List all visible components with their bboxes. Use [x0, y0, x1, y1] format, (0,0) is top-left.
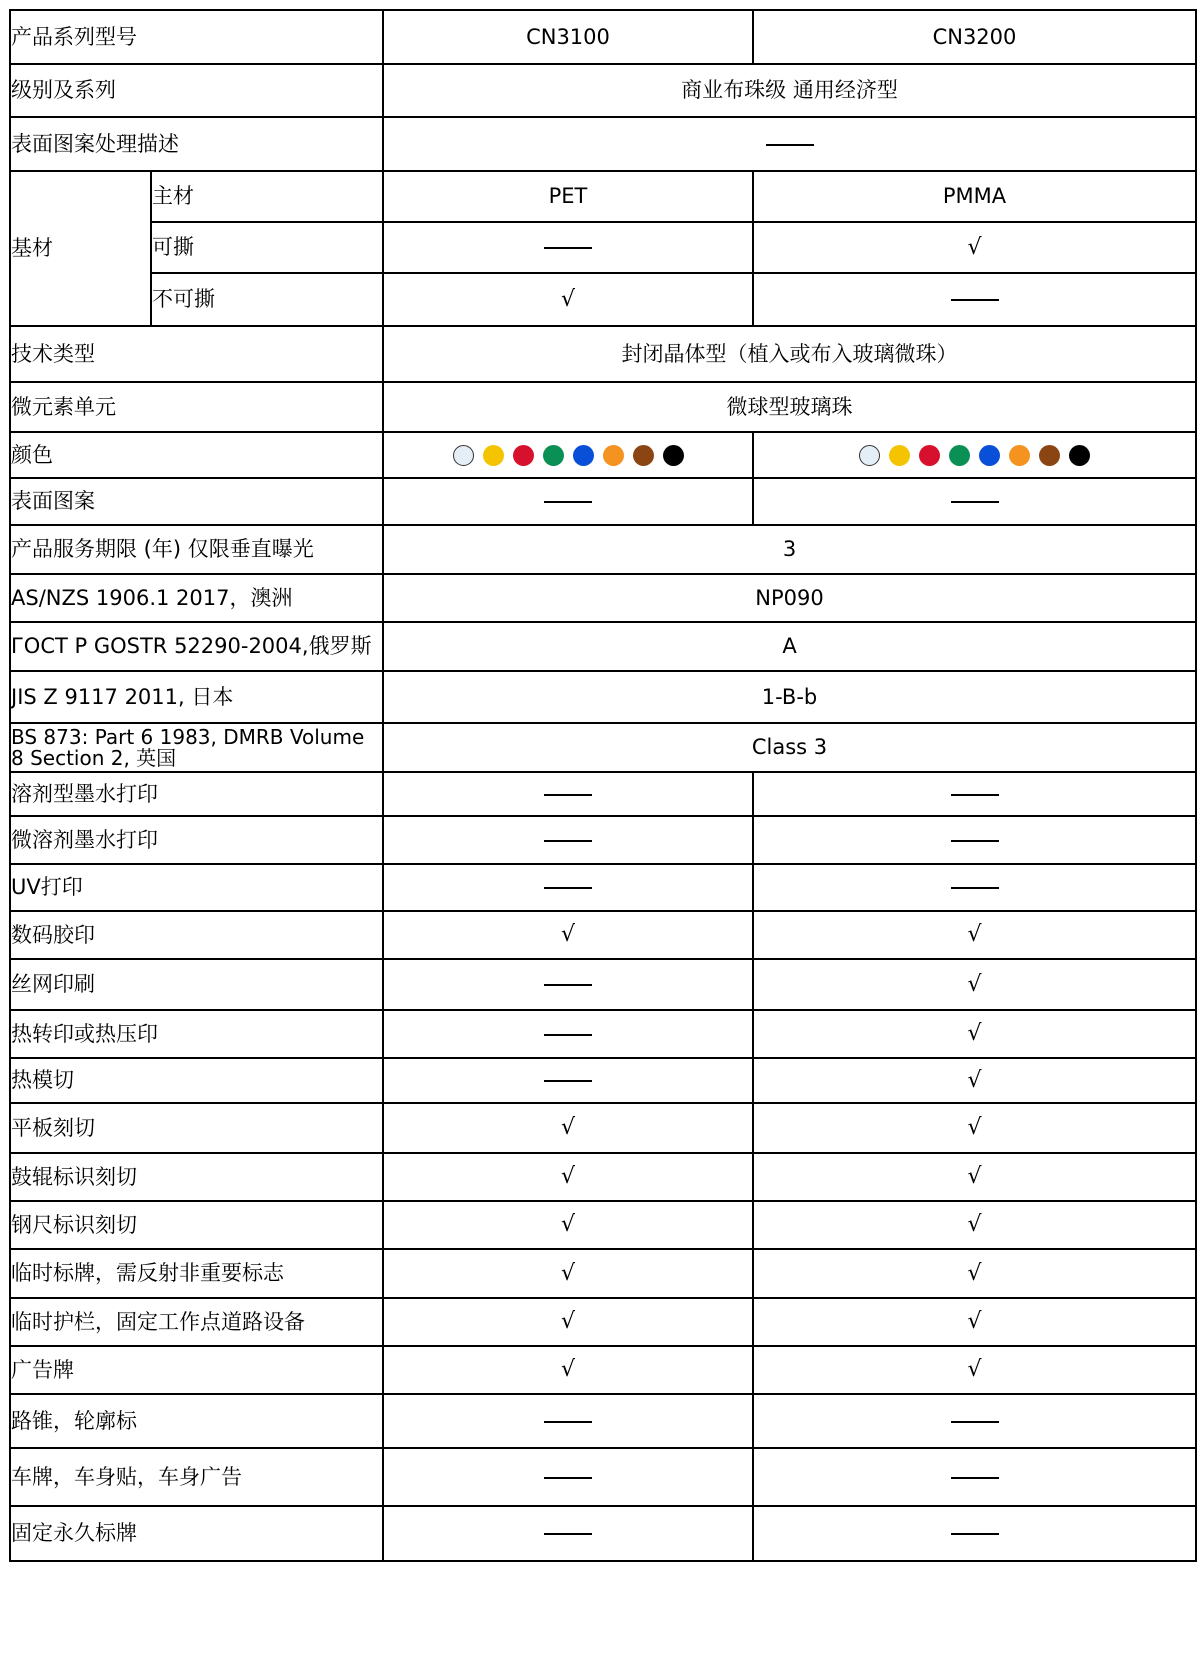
check-mark: √ — [967, 1260, 982, 1286]
table-row — [10, 64, 1196, 117]
color-swatch-black — [1069, 445, 1090, 466]
table-row — [10, 117, 1196, 171]
surface-pattern-cn3200 — [753, 478, 1196, 525]
dash-mark — [544, 501, 592, 503]
check-mark: √ — [967, 1309, 982, 1335]
micro-value: 微球型玻璃珠 — [383, 382, 1196, 432]
table-row — [10, 326, 1196, 382]
application-cn3200 — [753, 864, 1196, 911]
application-cn3100 — [383, 1448, 753, 1506]
table-row — [10, 1346, 1196, 1394]
application-label: 溶剂型墨水打印 — [10, 772, 383, 816]
colors-cn3200 — [753, 432, 1196, 478]
application-cn3100 — [383, 959, 753, 1010]
table-row — [10, 1249, 1196, 1298]
application-label: UV打印 — [10, 864, 383, 911]
surface-desc-value — [383, 117, 1196, 171]
grade-label: 级别及系列 — [10, 64, 383, 117]
check-mark: √ — [560, 1164, 576, 1190]
table-row — [10, 772, 1196, 816]
table-row — [10, 382, 1196, 432]
colors-cn3100 — [383, 432, 753, 478]
dash-mark — [544, 1034, 592, 1036]
table-row — [10, 911, 1196, 959]
standard-label: 产品服务期限 (年) 仅限垂直曝光 — [10, 525, 383, 574]
dash-mark — [951, 501, 999, 503]
application-cn3200 — [753, 1153, 1196, 1201]
spec-table — [9, 9, 1197, 1562]
check-mark: √ — [560, 922, 576, 948]
color-swatch-blue — [979, 445, 1000, 466]
application-label: 热模切 — [10, 1058, 383, 1103]
check-mark: √ — [560, 1357, 576, 1383]
substrate-main-cn3100: PET — [383, 171, 753, 222]
dash-mark — [951, 887, 999, 889]
dash-mark — [544, 1477, 592, 1479]
table-row — [10, 723, 1196, 772]
table-row — [10, 171, 1196, 222]
dash-mark — [544, 984, 592, 986]
table-row — [10, 1394, 1196, 1448]
micro-label: 微元素单元 — [10, 382, 383, 432]
table-row — [10, 1298, 1196, 1346]
check-mark: √ — [967, 1115, 982, 1141]
header-label: 产品系列型号 — [10, 10, 383, 64]
standard-label: BS 873: Part 6 1983, DMRB Volume 8 Section 2, 英国 — [10, 723, 383, 772]
check-mark: √ — [967, 234, 982, 260]
application-label: 平板刻切 — [10, 1103, 383, 1153]
dash-mark — [544, 840, 592, 842]
application-cn3100 — [383, 1506, 753, 1561]
standard-value: Class 3 — [383, 723, 1196, 772]
check-mark: √ — [560, 286, 576, 312]
application-cn3200 — [753, 911, 1196, 959]
table-row — [10, 222, 1196, 273]
substrate-main-label: 主材 — [151, 171, 383, 222]
table-row — [10, 1153, 1196, 1201]
table-row — [10, 525, 1196, 574]
table-row — [10, 1201, 1196, 1249]
application-cn3100 — [383, 1298, 753, 1346]
application-cn3100 — [383, 1010, 753, 1058]
application-cn3100 — [383, 1249, 753, 1298]
table-row — [10, 1506, 1196, 1561]
dash-mark — [766, 144, 814, 146]
color-swatch-orange — [603, 445, 624, 466]
table-row — [10, 574, 1196, 622]
color-swatch-red — [919, 445, 940, 466]
color-swatch-orange — [1009, 445, 1030, 466]
standard-value: NP090 — [383, 574, 1196, 622]
application-cn3200 — [753, 1010, 1196, 1058]
color-swatch-white — [859, 445, 880, 466]
check-mark: √ — [967, 1067, 982, 1093]
application-cn3200 — [753, 1394, 1196, 1448]
application-label: 临时标牌，需反射非重要标志 — [10, 1249, 383, 1298]
application-cn3100 — [383, 911, 753, 959]
dash-mark — [951, 840, 999, 842]
application-label: 数码胶印 — [10, 911, 383, 959]
color-swatch-blue — [573, 445, 594, 466]
color-swatch-red — [513, 445, 534, 466]
application-cn3200 — [753, 1103, 1196, 1153]
surface-pattern-label: 表面图案 — [10, 478, 383, 525]
application-cn3100 — [383, 1201, 753, 1249]
application-cn3100 — [383, 816, 753, 864]
application-label: 微溶剂墨水打印 — [10, 816, 383, 864]
surface-desc-label: 表面图案处理描述 — [10, 117, 383, 171]
application-cn3100 — [383, 1103, 753, 1153]
check-mark: √ — [967, 971, 982, 997]
standard-value: A — [383, 622, 1196, 671]
application-cn3200 — [753, 1346, 1196, 1394]
color-swatch-green — [949, 445, 970, 466]
spec-sheet — [9, 9, 1195, 1654]
application-cn3200 — [753, 1506, 1196, 1561]
standard-label: JIS Z 9117 2011, 日本 — [10, 671, 383, 723]
application-cn3100 — [383, 864, 753, 911]
color-swatch-white — [453, 445, 474, 466]
table-row — [10, 478, 1196, 525]
check-mark: √ — [967, 1357, 982, 1383]
application-label: 热转印或热压印 — [10, 1010, 383, 1058]
substrate-nontearable-label: 不可撕 — [151, 273, 383, 326]
check-mark: √ — [560, 1212, 576, 1238]
application-cn3100 — [383, 1394, 753, 1448]
check-mark: √ — [560, 1260, 576, 1286]
tech-value: 封闭晶体型（植入或布入玻璃微珠） — [383, 326, 1196, 382]
dash-mark — [951, 299, 999, 301]
substrate-tearable-cn3200 — [753, 222, 1196, 273]
model-cn3200: CN3200 — [753, 10, 1196, 64]
color-swatch-brown — [1039, 445, 1060, 466]
application-label: 丝网印刷 — [10, 959, 383, 1010]
table-row — [10, 273, 1196, 326]
substrate-nontearable-cn3100 — [383, 273, 753, 326]
table-row — [10, 1058, 1196, 1103]
dash-mark — [544, 887, 592, 889]
model-cn3100: CN3100 — [383, 10, 753, 64]
table-row — [10, 816, 1196, 864]
tech-label: 技术类型 — [10, 326, 383, 382]
table-row — [10, 864, 1196, 911]
dash-mark — [951, 1533, 999, 1535]
color-swatch-brown — [633, 445, 654, 466]
application-cn3200 — [753, 959, 1196, 1010]
dash-mark — [544, 1421, 592, 1423]
check-mark: √ — [967, 1164, 982, 1190]
grade-value: 商业布珠级 通用经济型 — [383, 64, 1196, 117]
application-label: 临时护栏，固定工作点道路设备 — [10, 1298, 383, 1346]
standard-label: ГОСТ Р GOSTR 52290-2004,俄罗斯 — [10, 622, 383, 671]
application-cn3200 — [753, 772, 1196, 816]
application-label: 固定永久标牌 — [10, 1506, 383, 1561]
substrate-tearable-label: 可撕 — [151, 222, 383, 273]
application-label: 广告牌 — [10, 1346, 383, 1394]
application-cn3100 — [383, 1153, 753, 1201]
color-swatch-yellow — [483, 445, 504, 466]
check-mark: √ — [967, 1212, 982, 1238]
application-label: 钢尺标识刻切 — [10, 1201, 383, 1249]
table-row — [10, 1448, 1196, 1506]
substrate-main-cn3200: PMMA — [753, 171, 1196, 222]
color-swatch-group — [453, 445, 684, 466]
dash-mark — [951, 1477, 999, 1479]
substrate-tearable-cn3100 — [383, 222, 753, 273]
table-row — [10, 10, 1196, 64]
surface-pattern-cn3100 — [383, 478, 753, 525]
application-label: 鼓辊标识刻切 — [10, 1153, 383, 1201]
dash-mark — [951, 794, 999, 796]
application-cn3100 — [383, 1346, 753, 1394]
application-label: 车牌，车身贴，车身广告 — [10, 1448, 383, 1506]
table-row — [10, 1010, 1196, 1058]
standard-value: 3 — [383, 525, 1196, 574]
dash-mark — [544, 794, 592, 796]
dash-mark — [544, 247, 592, 249]
table-row — [10, 959, 1196, 1010]
standard-label: AS/NZS 1906.1 2017，澳洲 — [10, 574, 383, 622]
dash-mark — [544, 1080, 592, 1082]
table-row — [10, 432, 1196, 478]
application-label: 路锥，轮廓标 — [10, 1394, 383, 1448]
standard-value: 1-B-b — [383, 671, 1196, 723]
check-mark: √ — [967, 922, 982, 948]
table-row — [10, 622, 1196, 671]
color-swatch-black — [663, 445, 684, 466]
application-cn3200 — [753, 1201, 1196, 1249]
check-mark: √ — [560, 1115, 576, 1141]
application-cn3100 — [383, 1058, 753, 1103]
application-cn3200 — [753, 1298, 1196, 1346]
application-cn3100 — [383, 772, 753, 816]
colors-label: 颜色 — [10, 432, 383, 478]
dash-mark — [544, 1533, 592, 1535]
table-row — [10, 671, 1196, 723]
application-cn3200 — [753, 1058, 1196, 1103]
application-cn3200 — [753, 1249, 1196, 1298]
application-cn3200 — [753, 816, 1196, 864]
substrate-nontearable-cn3200 — [753, 273, 1196, 326]
table-row — [10, 1103, 1196, 1153]
application-cn3200 — [753, 1448, 1196, 1506]
check-mark: √ — [967, 1021, 982, 1047]
dash-mark — [951, 1421, 999, 1423]
check-mark: √ — [560, 1309, 576, 1335]
substrate-label: 基材 — [10, 171, 151, 326]
color-swatch-yellow — [889, 445, 910, 466]
color-swatch-group — [859, 445, 1090, 466]
color-swatch-green — [543, 445, 564, 466]
